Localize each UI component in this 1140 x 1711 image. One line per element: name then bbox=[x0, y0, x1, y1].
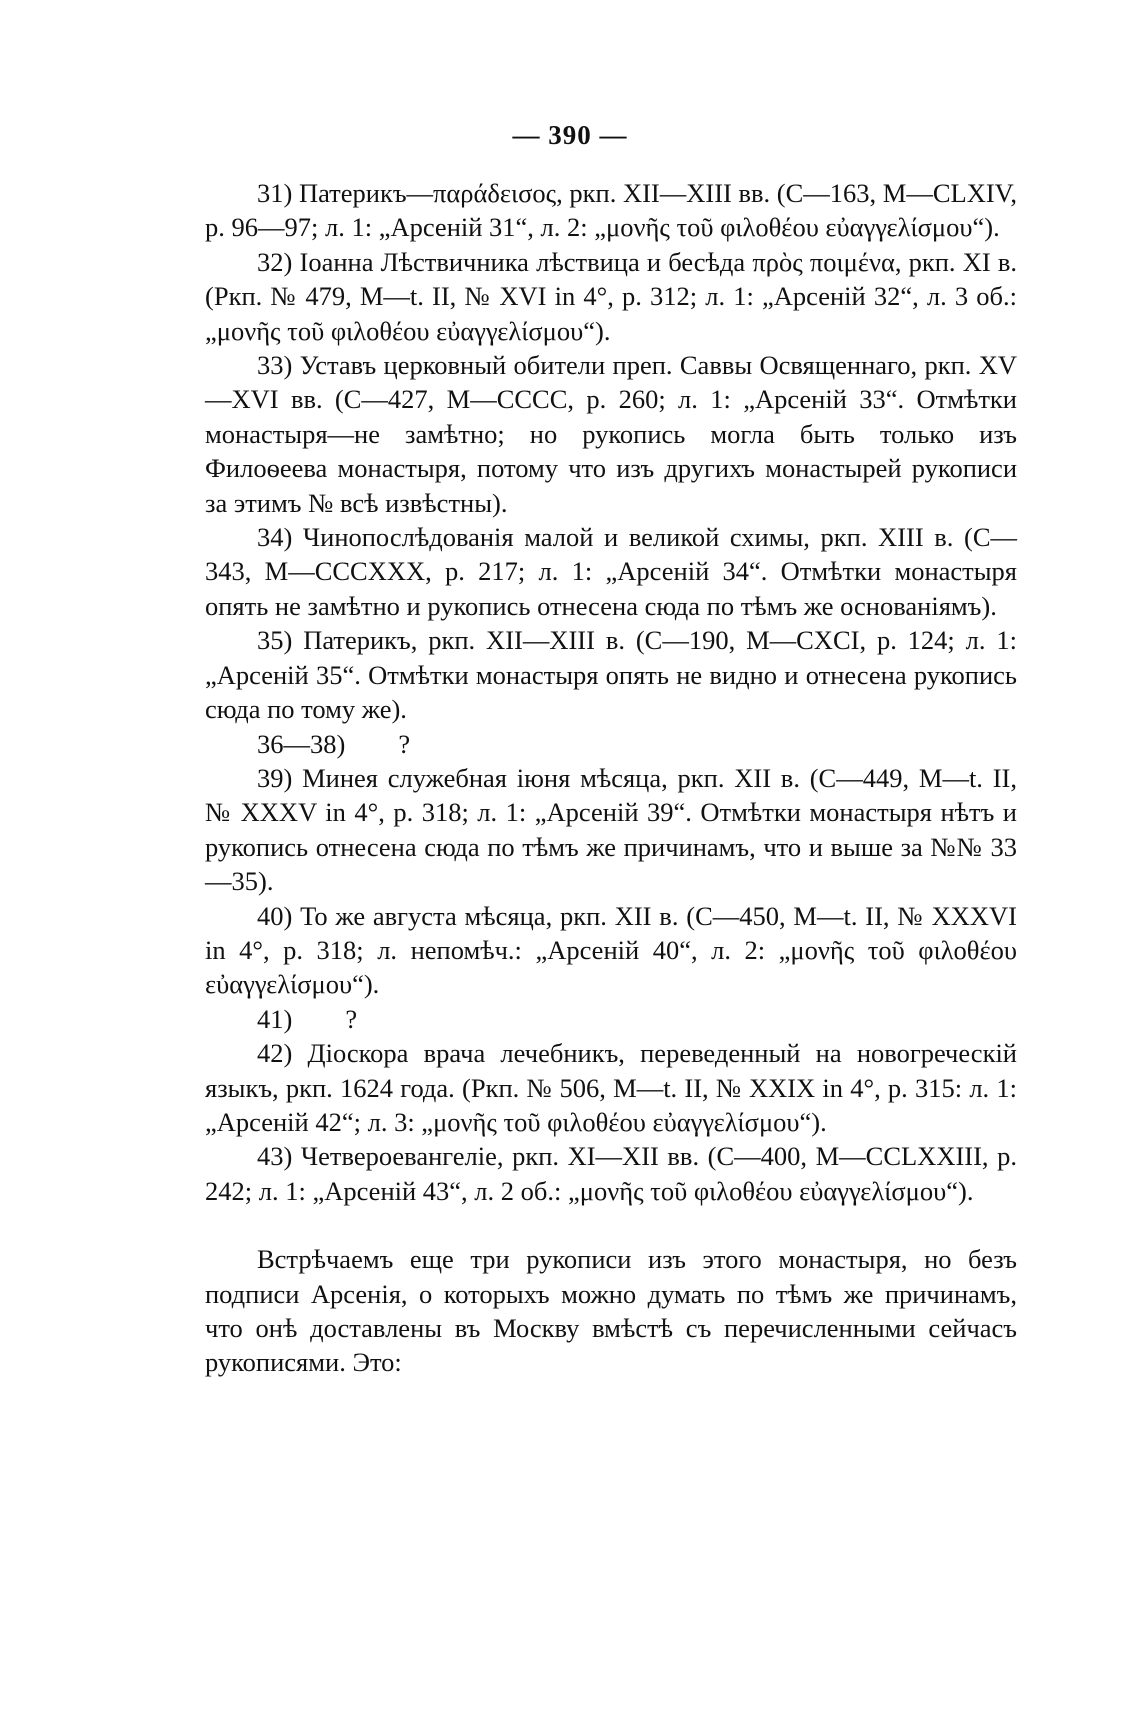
catalog-entry-33: 33) Уставъ церковный обители преп. Саввы Освященнаго, ркп. XV—XVI вв. (С—427, M—CCCC, p. 260; л. 1: „Арсеній 33“. Отмѣтки монастыря—не замѣтно; но рукопись могла быть только изъ Филоѳеева монастыря, потому что изъ другихъ монастырей рукописи за этимъ № всѣ извѣстны). bbox=[205, 350, 1017, 518]
catalog-text bbox=[205, 176, 1017, 1380]
closing-paragraph: Встрѣчаемъ еще три рукописи изъ этого монастыря, но безъ подписи Арсенія, о которыхъ можно думать по тѣмъ же причинамъ, что онѣ доставлены въ Москву вмѣстѣ съ перечисленными сейчасъ рукописями. Это: bbox=[205, 1244, 1017, 1378]
catalog-entry-40: 40) То же августа мѣсяца, ркп. XII в. (С—450, M—t. II, № XXXVI in 4°, p. 318; л. непомѣч.: „Арсеній 40“, л. 2: „μονῆς τοῦ φιλοθέου εὐαγγελίσμου“). bbox=[205, 900, 1017, 1000]
paragraph-gap bbox=[205, 1208, 1017, 1242]
catalog-entry-39: 39) Минея служебная іюня мѣсяца, ркп. XII в. (С—449, M—t. II, № XXXV in 4°, p. 318; л. 1: „Арсеній 39“. Отмѣтки монастыря нѣтъ и рукопись отнесена сюда по тѣмъ же причинамъ, что и выше за №№ 33—35). bbox=[205, 762, 1017, 897]
catalog-entry-31: 31) Патерикъ—παράδεισος, ркп. XII—XIII вв. (С—163, M—CLXIV, p. 96—97; л. 1: „Арсеній 31“, л. 2: „μονῆς τοῦ φιλοθέου εὐαγγελίσμου“). bbox=[205, 178, 1017, 243]
page-number: — 390 — bbox=[512, 120, 628, 150]
catalog-entry-36-38: 36—38) ? bbox=[257, 728, 411, 759]
catalog-entry-35: 35) Патерикъ, ркп. XII—XIII в. (С—190, M—CXCI, p. 124; л. 1: „Арсеній 35“. Отмѣтки монастыря опять не видно и отнесена рукопись сюда по тому же). bbox=[205, 625, 1017, 725]
catalog-entry-34: 34) Чинопослѣдованія малой и великой схимы, ркп. XIII в. (С—343, M—CCCXXX, p. 217; л. 1: „Арсеній 34“. Отмѣтки монастыря опять не замѣтно и рукопись отнесена сюда по тѣмъ же основаніямъ). bbox=[205, 522, 1017, 621]
catalog-entry-41: 41) ? bbox=[257, 1003, 358, 1034]
catalog-entry-42: 42) Діоскора врача лечебникъ, переведенный на новогреческій языкъ, ркп. 1624 года. (Ркп. № 506, M—t. II, № XXIX in 4°, p. 315: л. 1: „Арсеній 42“; л. 3: „μονῆς τοῦ φιλοθέου εὐαγγελίσμου“). bbox=[205, 1038, 1017, 1137]
catalog-entry-43: 43) Четвероевангеліе, ркп. XI—XII вв. (С—400, M—CCLXXIII, p. 242; л. 1: „Арсеній 43“, л. 2 об.: „μονῆς τοῦ φιλοθέου εὐαγγελίσμου“). bbox=[205, 1141, 1017, 1206]
catalog-entry-32: 32) Іоанна Лѣствичника лѣствица и бесѣда πρὸς ποιμένα, ркп. XI в. (Ркп. № 479, M—t. II, № XVI in 4°, p. 312; л. 1: „Арсеній 32“, л. 3 об.: „μονῆς τοῦ φιλοθέου εὐαγγελίσμου“). bbox=[205, 246, 1017, 346]
